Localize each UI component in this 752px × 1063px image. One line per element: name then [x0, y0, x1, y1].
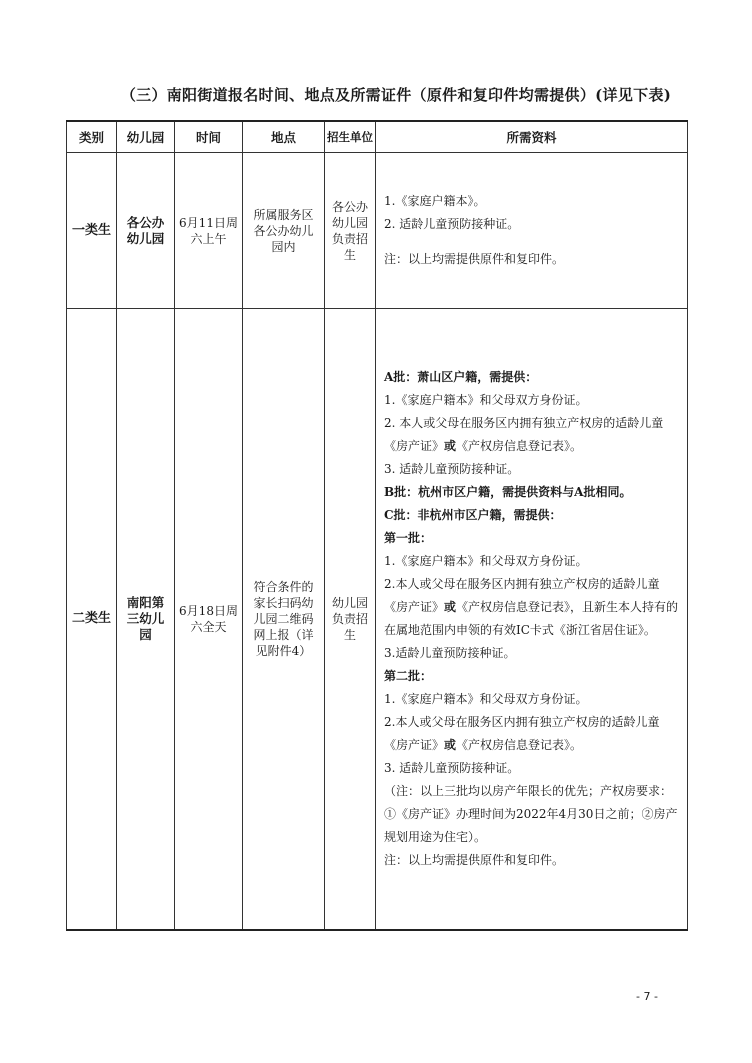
- row2-place: 符合条件的家长扫码幼儿园二维码网上报（详见附件4）: [243, 309, 325, 931]
- header-kindergarten: 幼儿园: [117, 121, 175, 153]
- first-batch-item-2-post: 《产权房信息登记表》，且新生本人持有的在属地范围内申领的有效IC卡式《浙江省居住证》。: [384, 600, 679, 637]
- row1-category: 一类生: [67, 153, 117, 309]
- originals-note: 注：以上均需提供原件和复印件。: [384, 853, 565, 867]
- header-materials: 所需资料: [376, 121, 688, 153]
- header-time: 时间: [175, 121, 243, 153]
- row2-materials: [376, 309, 688, 931]
- batch-a-item-2-pre: 2. 本人或父母在服务区内拥有独立产权房的适龄儿童《房产证》: [384, 416, 664, 453]
- table-header-row: [67, 121, 688, 153]
- page-number: - 7 -: [636, 990, 658, 1003]
- second-batch-item-2-post: 《产权房信息登记表》。: [456, 738, 583, 752]
- first-batch-item-2-pre: 2.本人或父母在服务区内拥有独立产权房的适龄儿童《房产证》: [384, 577, 660, 614]
- first-batch-title: 第一批：: [384, 531, 433, 545]
- row1-materials: [376, 153, 688, 309]
- batch-c-title: C批：非杭州市区户籍，需提供：: [384, 508, 562, 522]
- priority-note: （注：以上三批均以房产年限长的优先；产权房要求：①《房产证》办理时间为2022年4月30日之前；②房产规划用途为住宅）。: [384, 784, 678, 844]
- row2-unit: 幼儿园负责招生: [325, 309, 376, 931]
- row1-time: 6月11日周六上午: [175, 153, 243, 309]
- row1-note: 注：以上均需提供原件和复印件。: [384, 252, 565, 266]
- row2-time: 6月18日周六全天: [175, 309, 243, 931]
- first-batch-item-3: 3.适龄儿童预防接种证。: [384, 646, 516, 660]
- row1-unit: 各公办幼儿园负责招生: [325, 153, 376, 309]
- batch-a-item-2: [384, 412, 679, 458]
- batch-a-item-2-post: 《产权房信息登记表》。: [456, 439, 583, 453]
- second-batch-item-2-pre: 2.本人或父母在服务区内拥有独立产权房的适龄儿童《房产证》: [384, 715, 660, 752]
- batch-a-item-2-or: 或: [444, 439, 457, 453]
- batch-a-item-3: 3. 适龄儿童预防接种证。: [384, 462, 520, 476]
- batch-b-title: B批：杭州市区户籍，需提供资料与A批相同。: [384, 485, 632, 499]
- batch-a-item-1: 1.《家庭户籍本》和父母双方身份证。: [384, 393, 588, 407]
- second-batch-item-3: 3. 适龄儿童预防接种证。: [384, 761, 520, 775]
- table-row: [67, 153, 688, 309]
- first-batch-item-2-or: 或: [444, 600, 457, 614]
- header-unit: 招生单位: [325, 121, 376, 153]
- row1-material-1: 1.《家庭户籍本》。: [384, 194, 486, 208]
- batch-a-title: A批：萧山区户籍，需提供：: [384, 370, 538, 384]
- row1-place: 所属服务区各公办幼儿园内: [243, 153, 325, 309]
- second-batch-title: 第二批：: [384, 669, 433, 683]
- row1-kindergarten: 各公办幼儿园: [117, 153, 175, 309]
- registration-table: [66, 120, 688, 931]
- second-batch-item-2: [384, 711, 679, 757]
- table-row: [67, 309, 688, 931]
- row2-category: 二类生: [67, 309, 117, 931]
- header-place: 地点: [243, 121, 325, 153]
- first-batch-item-2: [384, 573, 679, 642]
- header-category: 类别: [67, 121, 117, 153]
- first-batch-item-1: 1.《家庭户籍本》和父母双方身份证。: [384, 554, 588, 568]
- row1-material-2: 2. 适龄儿童预防接种证。: [384, 217, 520, 231]
- row2-kindergarten: 南阳第三幼儿园: [117, 309, 175, 931]
- second-batch-item-2-or: 或: [444, 738, 457, 752]
- section-title: （三）南阳街道报名时间、地点及所需证件（原件和复印件均需提供）(详见下表): [120, 86, 672, 104]
- second-batch-item-1: 1.《家庭户籍本》和父母双方身份证。: [384, 692, 588, 706]
